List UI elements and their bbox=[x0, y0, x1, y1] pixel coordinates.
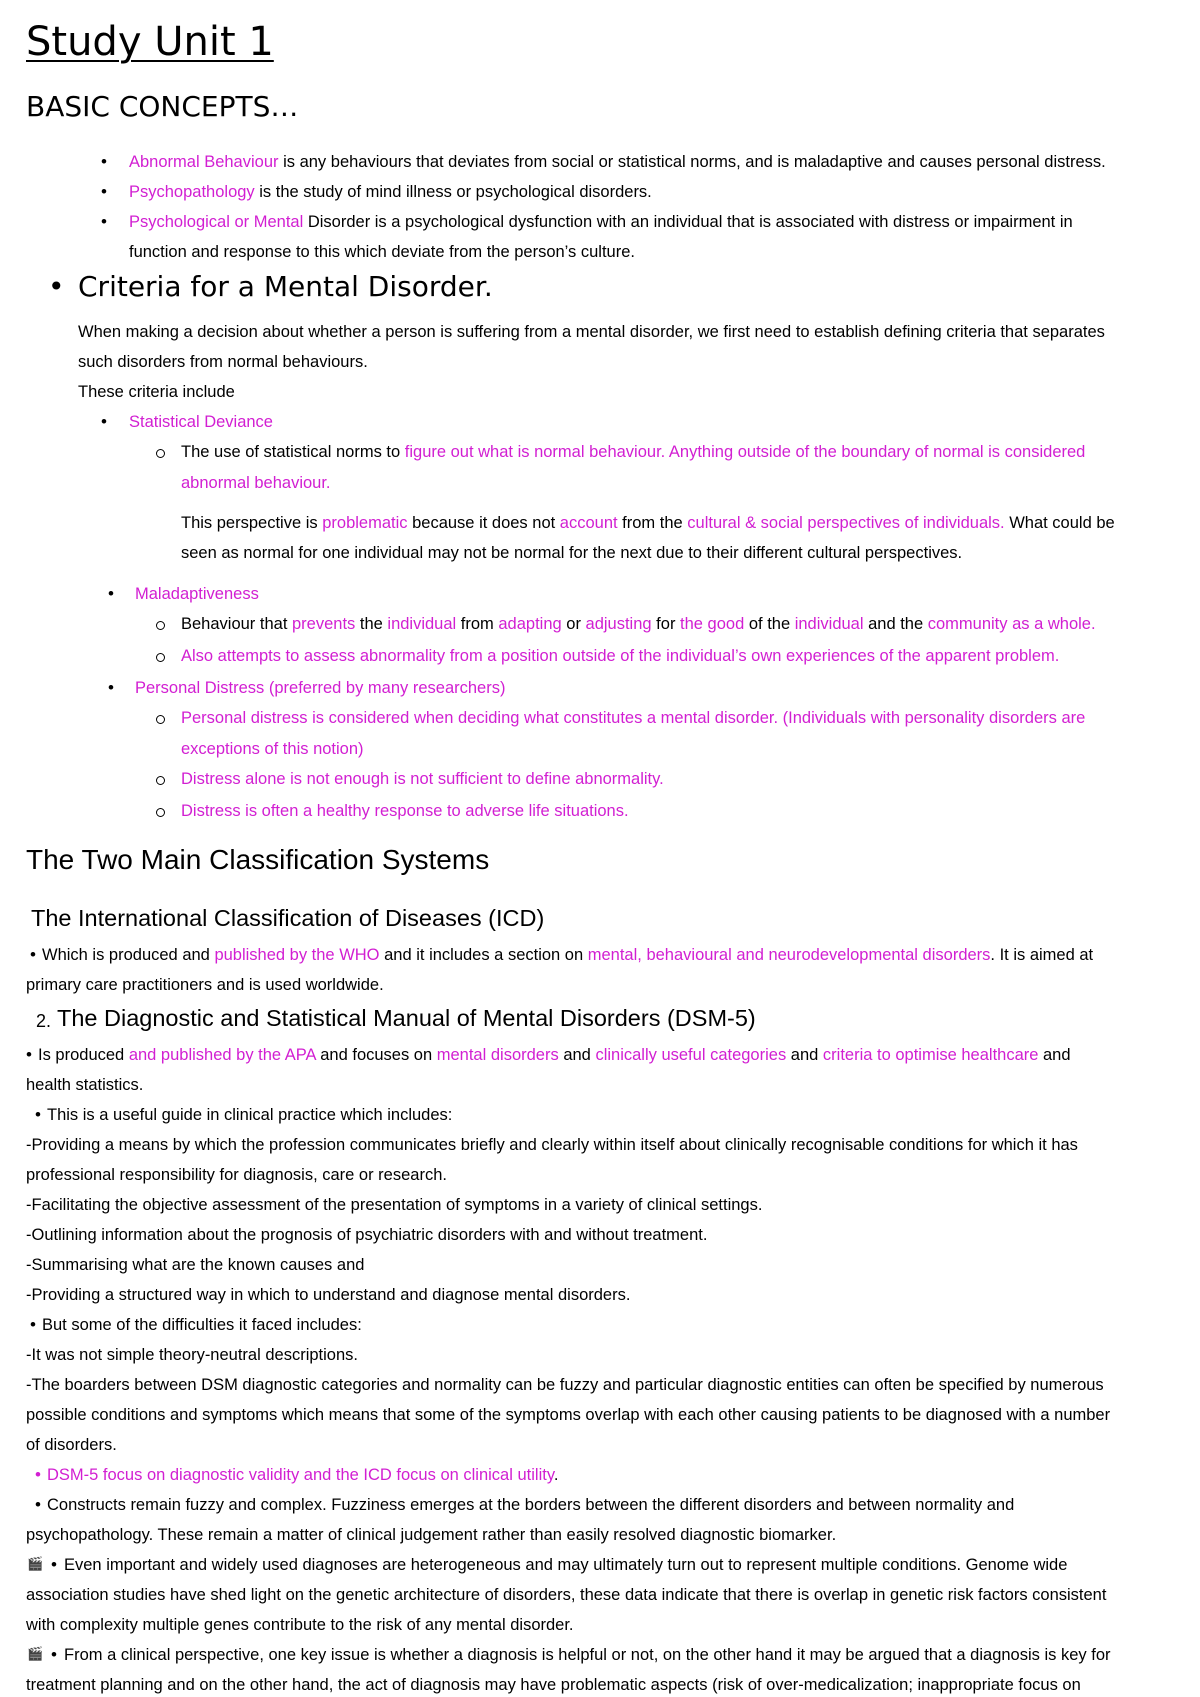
dsm-line: -It was not simple theory-neutral descriptions. bbox=[26, 1346, 358, 1364]
dsm-line: -Providing a means by which the profession communicates briefly and clearly within itself about clinically recognisable conditions for which it has bbox=[26, 1136, 1078, 1154]
dsm-line: This is a useful guide in clinical practice which includes: bbox=[47, 1106, 453, 1124]
dsm-line: DSM-5 focus on diagnostic validity and the ICD focus on clinical utility. bbox=[47, 1466, 559, 1484]
dsm-line: Constructs remain fuzzy and complex. Fuzziness emerges at the borders between the different disorders and between normality and bbox=[47, 1496, 1015, 1514]
criteria-intro: When making a decision about whether a person is suffering from a mental disorder, we first need to establish defining criteria that separates bbox=[78, 323, 1105, 341]
circle-bullet-icon bbox=[156, 776, 165, 785]
sub-item-continuation: exceptions of this notion) bbox=[181, 740, 364, 758]
icd-heading: The International Classification of Diseases (ICD) bbox=[31, 905, 545, 931]
dsm-line: -Summarising what are the known causes and bbox=[26, 1256, 365, 1274]
sub-item: Behaviour that prevents the individual from adapting or adjusting for the good of the individual and the community as a whole. bbox=[181, 615, 1096, 633]
criteria-intro: such disorders from normal behaviours. bbox=[78, 353, 368, 371]
statistical-deviance-label: Statistical Deviance bbox=[129, 413, 273, 431]
dsm-line: From a clinical perspective, one key issue is whether a diagnosis is helpful or not, on the other hand it may be argued that a diagnosis is key for bbox=[64, 1646, 1111, 1664]
personal-distress-label: Personal Distress (preferred by many researchers) bbox=[135, 679, 506, 697]
bullet-icon: • bbox=[101, 182, 107, 201]
bullet-icon: • bbox=[108, 678, 114, 697]
bullet-icon: • bbox=[101, 412, 107, 431]
sub-item: Distress alone is not enough is not sufficient to define abnormality. bbox=[181, 770, 664, 788]
criteria-heading: Criteria for a Mental Disorder. bbox=[78, 270, 493, 303]
dsm-line: health statistics. bbox=[26, 1076, 144, 1094]
dsm-line: Is produced and published by the APA and focuses on mental disorders and clinically useful categories and criteria to optimise healthcare and bbox=[38, 1046, 1071, 1064]
list-item-continuation: function and response to this which deviate from the person’s culture. bbox=[129, 243, 635, 261]
bullet-icon: • bbox=[108, 584, 114, 603]
bullet-icon: • bbox=[35, 1465, 41, 1484]
bullet-icon: • bbox=[51, 1645, 57, 1664]
circle-bullet-icon bbox=[156, 715, 165, 724]
sub-item: The use of statistical norms to figure out what is normal behaviour. Anything outside of the boundary of normal is considered bbox=[181, 443, 1086, 461]
dsm-line: -Providing a structured way in which to understand and diagnose mental disorders. bbox=[26, 1286, 631, 1304]
circle-bullet-icon bbox=[156, 653, 165, 662]
list-item: Psychopathology is the study of mind illness or psychological disorders. bbox=[129, 183, 652, 201]
dsm-number: 2. bbox=[36, 1011, 52, 1031]
circle-bullet-icon bbox=[156, 449, 165, 458]
bullet-icon: • bbox=[30, 1315, 36, 1334]
maladaptiveness-label: Maladaptiveness bbox=[135, 585, 259, 603]
page-title: Study Unit 1 bbox=[26, 19, 274, 65]
dsm-line: psychopathology. These remain a matter of clinical judgement rather than easily resolved diagnostic biomarker. bbox=[26, 1526, 837, 1544]
sub-item: Also attempts to assess abnormality from a position outside of the individual’s own experiences of the apparent problem. bbox=[181, 647, 1060, 665]
dsm-line: -Facilitating the objective assessment of the presentation of symptoms in a variety of clinical settings. bbox=[26, 1196, 763, 1214]
dsm-line: possible conditions and symptoms which means that some of the symptoms overlap with each other causing patients to be diagnosed with a number bbox=[26, 1406, 1111, 1424]
sub-item: Distress is often a healthy response to adverse life situations. bbox=[181, 802, 629, 820]
dsm-line: association studies have shed light on the genetic architecture of disorders, these data indicate that there is overlap in genetic risk factors consistent bbox=[26, 1586, 1107, 1604]
dsm-line: -Outlining information about the prognosis of psychiatric disorders with and without treatment. bbox=[26, 1226, 708, 1244]
bullet-icon: • bbox=[101, 152, 107, 171]
dsm-line: But some of the difficulties it faced includes: bbox=[42, 1316, 362, 1334]
bullet-icon: • bbox=[35, 1495, 41, 1514]
perspective-paragraph-continuation: seen as normal for one individual may not be normal for the next due to their different cultural perspectives. bbox=[181, 544, 963, 562]
bullet-icon: • bbox=[48, 270, 65, 303]
circle-bullet-icon bbox=[156, 808, 165, 817]
dsm-line: treatment planning and on the other hand, the act of diagnosis may have problematic aspects (risk of over-medicalization; inappropriate focus on bbox=[26, 1676, 1081, 1694]
dsm-heading: The Diagnostic and Statistical Manual of Mental Disorders (DSM-5) bbox=[57, 1005, 756, 1031]
bullet-icon: • bbox=[101, 212, 107, 231]
criteria-intro: These criteria include bbox=[78, 383, 235, 401]
dsm-line: with complexity multiple genes contribute to the risk of any mental disorder. bbox=[26, 1616, 574, 1634]
bullet-icon: • bbox=[26, 1045, 32, 1064]
list-item: Abnormal Behaviour is any behaviours that deviates from social or statistical norms, and is maladaptive and causes personal distress. bbox=[129, 153, 1106, 171]
basic-concepts-heading: BASIC CONCEPTS… bbox=[26, 90, 299, 123]
icd-description-continuation: primary care practitioners and is used worldwide. bbox=[26, 976, 384, 994]
list-item: Psychological or Mental Disorder is a psychological dysfunction with an individual that is associated with distress or impairment in bbox=[129, 213, 1073, 231]
perspective-paragraph: This perspective is problematic because it does not account from the cultural & social perspectives of individuals. What could be bbox=[181, 514, 1115, 532]
bullet-icon: • bbox=[51, 1555, 57, 1574]
clapperboard-icon: 🎬 bbox=[27, 1647, 44, 1662]
circle-bullet-icon bbox=[156, 621, 165, 630]
sub-item-continuation: abnormal behaviour. bbox=[181, 474, 331, 492]
clapperboard-icon: 🎬 bbox=[27, 1557, 44, 1572]
sub-item: Personal distress is considered when deciding what constitutes a mental disorder. (Individuals with personality disorders are bbox=[181, 709, 1086, 727]
icd-description: Which is produced and published by the WHO and it includes a section on mental, behavioural and neurodevelopmental disorders. It is aimed at bbox=[42, 946, 1094, 964]
dsm-line: professional responsibility for diagnosis, care or research. bbox=[26, 1166, 447, 1184]
classification-heading: The Two Main Classification Systems bbox=[26, 844, 490, 875]
dsm-line: -The boarders between DSM diagnostic categories and normality can be fuzzy and particular diagnostic entities can often be specified by numerous bbox=[26, 1376, 1104, 1394]
bullet-icon: • bbox=[30, 945, 36, 964]
dsm-line: Even important and widely used diagnoses are heterogeneous and may ultimately turn out to represent multiple conditions. Genome wide bbox=[64, 1556, 1068, 1574]
dsm-line: of disorders. bbox=[26, 1436, 117, 1454]
bullet-icon: • bbox=[35, 1105, 41, 1124]
